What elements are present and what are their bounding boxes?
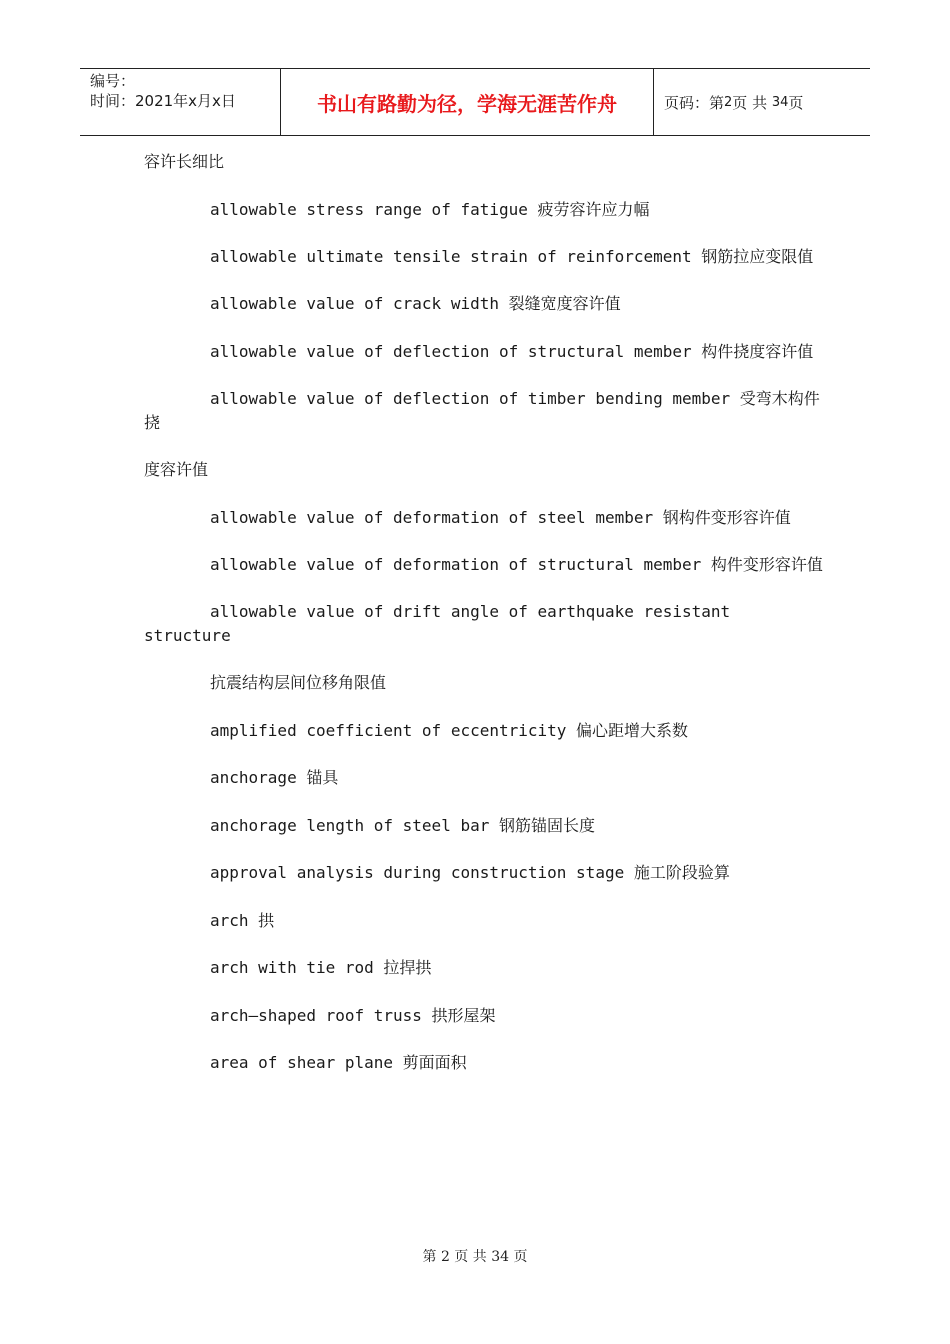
glossary-entry: anchorage length of steel bar 钢筋锚固长度 <box>210 815 595 835</box>
glossary-entry: allowable value of drift angle of earthquake resistant structure <box>144 601 731 645</box>
glossary-entry: 容许长细比 <box>144 152 225 171</box>
header-page-number <box>654 69 870 135</box>
page-total: 34 <box>771 94 789 110</box>
glossary-entry: 度容许值 <box>144 460 209 479</box>
page-footer: 第 2 页 共 34 页 <box>422 1249 528 1265</box>
glossary-entry: 抗震结构层间位移角限值 <box>210 673 387 692</box>
glossary-entry: allowable ultimate tensile strain of reinforcement 钢筋拉应变限值 <box>210 247 814 266</box>
glossary-entry: allowable value of crack width 裂缝宽度容许值 <box>210 294 621 313</box>
page-suffix: 页 <box>788 93 804 112</box>
glossary-entry: allowable value of deflection of structural member 构件挠度容许值 <box>210 341 814 361</box>
glossary-entry: allowable stress range of fatigue 疲劳容许应力幅 <box>210 199 650 219</box>
glossary-entry: allowable value of deflection of timber bending member 受弯木构件挠 <box>144 388 820 432</box>
header-motto: 书山有路勤为径，学海无涯苦作舟 <box>281 69 654 135</box>
serial-label: 编号： <box>90 72 136 90</box>
glossary-entry: arch with tie rod 拉捍拱 <box>210 958 432 977</box>
glossary-entry: area of shear plane 剪面面积 <box>210 1053 467 1072</box>
time-label: 时间：2021年x月x日 <box>90 92 236 110</box>
glossary-entry: arch—shaped roof truss 拱形屋架 <box>210 1005 496 1025</box>
glossary-entry: arch 拱 <box>210 910 275 930</box>
glossary-entry: allowable value of deformation of structural member 构件变形容许值 <box>210 554 823 574</box>
page-current: 2 <box>724 94 733 110</box>
glossary-entry: allowable value of deformation of steel member 钢构件变形容许值 <box>210 507 791 527</box>
glossary-entry: approval analysis during construction stage 施工阶段验算 <box>210 863 730 882</box>
header-meta <box>80 69 281 135</box>
page-prefix: 页码：第 <box>664 93 725 112</box>
glossary-entry: amplified coefficient of eccentricity 偏心距增大系数 <box>210 720 689 740</box>
page-mid: 页 共 <box>732 93 768 112</box>
glossary-body <box>144 150 824 1099</box>
header-table <box>80 68 870 136</box>
glossary-entry: anchorage 锚具 <box>210 768 339 787</box>
